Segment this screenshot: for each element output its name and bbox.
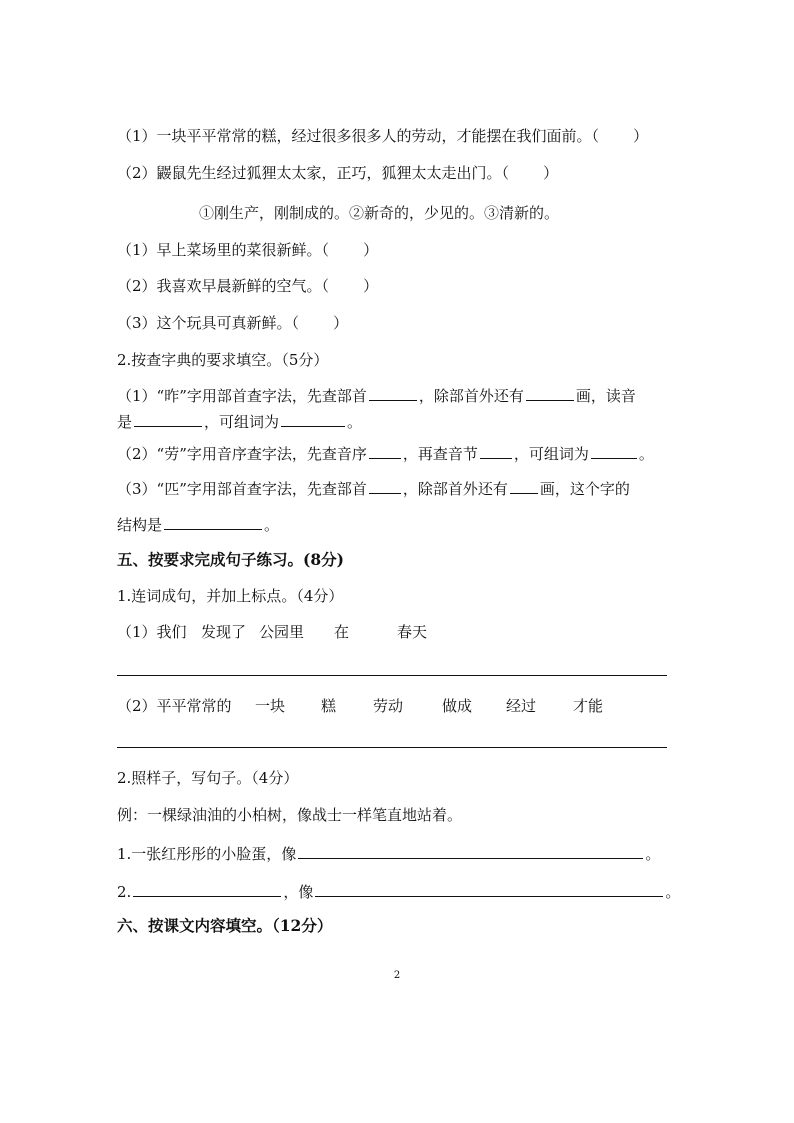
dict-item-1-cont xyxy=(117,410,362,432)
section-6-title: 六、按课文内容填空。（12分） xyxy=(117,916,333,935)
word: 发现了 xyxy=(201,623,247,641)
blank-field[interactable] xyxy=(133,880,281,897)
word: 糕 xyxy=(321,697,337,715)
dict-item-3-cont xyxy=(117,513,279,535)
blank-field[interactable] xyxy=(480,442,512,459)
word: 在 xyxy=(334,623,350,641)
word: （2）平平常常的 xyxy=(117,697,232,715)
imitate-sentence-2 xyxy=(117,880,680,902)
dict-item-2 xyxy=(117,442,654,464)
blank-field[interactable] xyxy=(315,880,663,897)
item-text: 鼹鼠先生经过狐狸太太家，正巧，狐狸太太走出门。（ xyxy=(156,164,510,182)
item-number: （2） xyxy=(117,164,157,182)
item-text: 。 xyxy=(665,883,681,901)
item-text: （3）“匹”字用部首查字法，先查部首 xyxy=(117,480,367,498)
blank-field[interactable] xyxy=(510,477,538,494)
blank-field[interactable] xyxy=(369,384,417,401)
close-paren: ） xyxy=(363,277,379,295)
item-text: ，像 xyxy=(283,883,314,901)
blank-field[interactable] xyxy=(164,513,262,530)
word: 公园里 xyxy=(259,623,305,641)
word: 春天 xyxy=(397,623,428,641)
answer-line[interactable] xyxy=(117,675,667,676)
q-xinxian-2 xyxy=(117,276,378,296)
blank-field[interactable] xyxy=(298,842,643,859)
item-text: 我喜欢早晨新鲜的空气。（ xyxy=(156,277,330,295)
close-paren: ） xyxy=(633,127,649,145)
item-text: ，除部首外还有 xyxy=(402,480,508,498)
imitate-sentence-1 xyxy=(117,842,660,864)
q-meaning-1 xyxy=(117,126,648,146)
section-5-title: 五、按要求完成句子练习。(8分) xyxy=(117,550,344,569)
item-text: 。 xyxy=(638,445,654,463)
item-text: ，除部首外还有 xyxy=(418,387,524,405)
page-number: 2 xyxy=(393,970,401,981)
section-5-sub2: 2.照样子，写句子。（4分） xyxy=(117,769,299,787)
item-text: 1.一张红彤彤的小脸蛋，像 xyxy=(117,845,297,863)
q-meaning-2 xyxy=(117,163,558,183)
item-text: 2. xyxy=(117,883,132,901)
word: 一块 xyxy=(255,697,286,715)
item-text: 。 xyxy=(347,413,363,431)
item-text: 早上菜场里的菜很新鲜。（ xyxy=(156,241,330,259)
item-text: （1）“昨”字用部首查字法，先查部首 xyxy=(117,387,367,405)
blank-field[interactable] xyxy=(134,410,202,427)
item-text: （2）“劳”字用音序查字法，先查音序 xyxy=(117,445,367,463)
section-5-sub1: 1.连词成句，并加上标点。（4分） xyxy=(117,587,344,605)
word-row-1 xyxy=(117,622,427,642)
q-xinxian-3 xyxy=(117,313,348,333)
word: 才能 xyxy=(573,697,604,715)
q-xinxian-1 xyxy=(117,240,378,260)
word: （1）我们 xyxy=(117,623,187,641)
word-row-2 xyxy=(117,696,603,716)
blank-field[interactable] xyxy=(591,442,637,459)
item-number: （1） xyxy=(117,241,157,259)
item-text: 。 xyxy=(264,516,280,534)
dict-item-1 xyxy=(117,384,636,406)
word: 做成 xyxy=(442,697,473,715)
blank-field[interactable] xyxy=(369,477,401,494)
dict-heading: 2.按查字典的要求填空。（5分） xyxy=(117,351,329,369)
item-text: 一块平平常常的糕，经过很多很多人的劳动，才能摆在我们面前。（ xyxy=(156,127,600,145)
item-text: ，可组词为 xyxy=(204,413,280,431)
blank-field[interactable] xyxy=(526,384,574,401)
item-text: 结构是 xyxy=(117,516,163,534)
item-text: 这个玩具可真新鲜。（ xyxy=(156,314,300,332)
item-text: 画，这个字的 xyxy=(539,480,630,498)
answer-line[interactable] xyxy=(117,747,667,748)
close-paren: ） xyxy=(333,314,349,332)
blank-field[interactable] xyxy=(281,410,345,427)
item-text: 是 xyxy=(117,413,133,431)
close-paren: ） xyxy=(543,164,559,182)
item-text: ，可组词为 xyxy=(513,445,589,463)
item-text: 。 xyxy=(645,845,661,863)
item-text: ，再查音节 xyxy=(402,445,478,463)
item-number: （3） xyxy=(117,314,157,332)
word: 劳动 xyxy=(373,697,404,715)
blank-field[interactable] xyxy=(369,442,401,459)
meaning-options: ①刚生产，刚制成的。②新奇的，少见的。③清新的。 xyxy=(199,204,560,222)
dict-item-3 xyxy=(117,477,630,499)
item-text: 画，读音 xyxy=(575,387,636,405)
close-paren: ） xyxy=(363,241,379,259)
example-sentence: 例：一棵绿油油的小柏树，像战士一样笔直地站着。 xyxy=(117,806,463,824)
item-number: （2） xyxy=(117,277,157,295)
item-number: （1） xyxy=(117,127,157,145)
word: 经过 xyxy=(506,697,537,715)
